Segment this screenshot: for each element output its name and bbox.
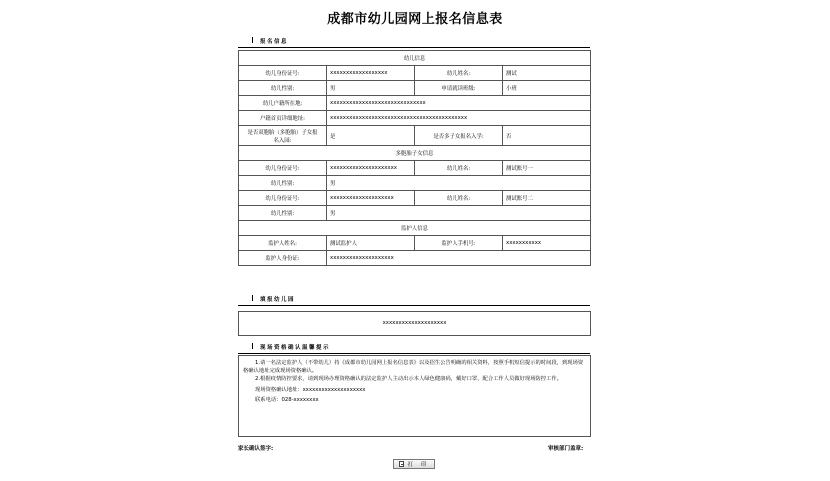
- notice-paragraph-2: 2.根据疫情防控要求，请到现场办理资格确认的法定监护人主动出示本人绿色健康码，戴好口罩，配合工作人员做好现场防控工作。: [255, 376, 562, 382]
- print-button-label: 打 印: [407, 462, 430, 468]
- sibling1-gender-value: 男: [327, 176, 591, 191]
- child-address-value: xxxxxxxxxxxxxxxxxxxxxxxxxxxxxxxxxxxxxxxxxxx: [327, 111, 591, 126]
- child-class-value: 小班: [503, 81, 591, 96]
- child-gender-label: 幼儿性别:: [239, 81, 327, 96]
- print-button[interactable]: [393, 459, 435, 469]
- child-info-header: 幼儿信息: [239, 51, 591, 66]
- guardian-phone-value: xxxxxxxxxxx: [503, 236, 591, 251]
- section-notice-title: 现场资格确认温馨提示: [260, 345, 331, 351]
- sibling1-gender-label: 幼儿性别:: [239, 176, 327, 191]
- child-twins-label-line1: 是否双胞胎（多胞胎）子女报: [247, 129, 318, 136]
- guardian-name-value: 测试监护人: [327, 236, 415, 251]
- child-id-value: xxxxxxxxxxxxxxxxxx: [327, 66, 415, 81]
- multi-info-header: 多胞胎子女信息: [239, 146, 591, 161]
- guardian-id-value: xxxxxxxxxxxxxxxxxxxx: [327, 251, 591, 266]
- child-class-label: 申请就读班级:: [415, 81, 503, 96]
- page-title: 成都市幼儿园网上报名信息表: [327, 12, 503, 27]
- sibling1-name-label: 幼儿姓名:: [415, 161, 503, 176]
- section-marker: [252, 343, 253, 349]
- child-twins-value: 是: [327, 126, 415, 146]
- guardian-id-label: 监护人身份证:: [239, 251, 327, 266]
- sibling2-gender-label: 幼儿性别:: [239, 206, 327, 221]
- child-twins-label: [239, 126, 327, 146]
- sibling2-name-label: 幼儿姓名:: [415, 191, 503, 206]
- section-registration: [238, 35, 590, 48]
- sibling1-id-label: 幼儿身份证号:: [239, 161, 327, 176]
- notice-paragraph-1: 1.请一名法定监护人（不带幼儿）持《成都市幼儿园网上报名信息表》以及招生公告明确的相关资料，按照手机短信提示的时间段，到现场资格确认地址完成现场资格确认。: [243, 360, 584, 374]
- child-hukou-value: xxxxxxxxxxxxxxxxxxxxxxxxxxxxxx: [327, 96, 591, 111]
- sibling2-id-label: 幼儿身份证号:: [239, 191, 327, 206]
- child-gender-value: 男: [327, 81, 415, 96]
- child-multi-value: 否: [503, 126, 591, 146]
- child-name-label: 幼儿姓名:: [415, 66, 503, 81]
- sibling1-name-value: 测试账号一: [503, 161, 591, 176]
- sibling1-id-value: xxxxxxxxxxxxxxxxxxxxx: [327, 161, 415, 176]
- child-id-label: 幼儿身份证号:: [239, 66, 327, 81]
- print-icon: [399, 461, 404, 467]
- section-registration-title: 报名信息: [260, 39, 289, 45]
- child-name-value: 测试: [503, 66, 591, 81]
- guardian-info-header: 监护人信息: [239, 221, 591, 236]
- child-multi-label: 是否多子女报名入学:: [415, 126, 503, 146]
- section-marker: [252, 295, 253, 301]
- child-twins-label-line2: 名入园:: [273, 137, 292, 144]
- sibling2-id-value: xxxxxxxxxxxxxxxxxxxx: [327, 191, 415, 206]
- dept-stamp-label: 审核部门盖章:: [548, 446, 584, 452]
- section-notice: [238, 341, 590, 354]
- section-kindergarten: [238, 293, 590, 306]
- notice-phone-line: 联系电话：028-xxxxxxxx: [255, 397, 319, 403]
- child-address-label: 户籍首页详细地址:: [239, 111, 327, 126]
- section-marker: [252, 37, 253, 43]
- notice-address-line: 现场资格确认地址：xxxxxxxxxxxxxxxxxxxx: [255, 386, 366, 393]
- sibling2-gender-value: 男: [327, 206, 591, 221]
- kindergarten-value: xxxxxxxxxxxxxxxxxxxx: [238, 311, 591, 336]
- parent-signature-label: 家长确认签字:: [238, 446, 274, 452]
- child-hukou-label: 幼儿户籍所在地:: [239, 96, 327, 111]
- sibling2-name-value: 测试账号二: [503, 191, 591, 206]
- registration-table: [238, 50, 591, 266]
- guardian-name-label: 监护人姓名:: [239, 236, 327, 251]
- section-kindergarten-title: 填报幼儿园: [260, 297, 296, 303]
- notice-box: [238, 355, 591, 437]
- guardian-phone-label: 监护人手机号:: [415, 236, 503, 251]
